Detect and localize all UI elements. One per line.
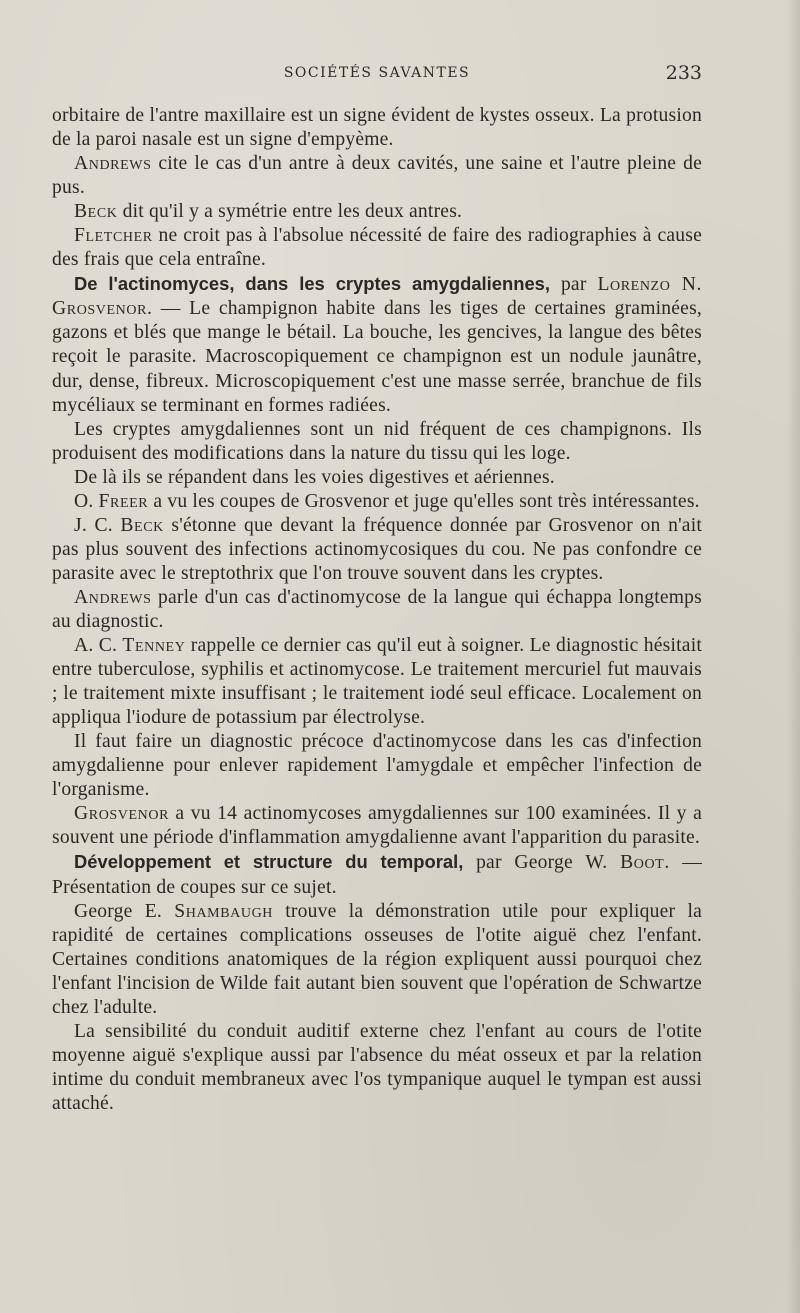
paragraph: La sensibilité du conduit auditif externe chez l'enfant au cours de l'otite moyenne aiguë s'explique aussi par l'absence du méat osseux et par la relation intime du conduit membraneux avec l'os tympanique auquel le tympan est aussi attaché. xyxy=(52,1020,702,1114)
person-name: Beck xyxy=(74,201,118,223)
section-paragraph: De l'actinomyces, dans les cryptes amygdaliennes, par Lorenzo N. Grosvenor. — Le champignon habite dans les tiges de certaines graminées, gazons et blés que mange le bétail. La bouche, les gencives, la langue des bêtes reçoit le parasite. Macroscopiquement ce champignon est un nodule jaunâtre, dur, dense, fibreux. Microscopiquement c'est une masse serrée, branchue de fils mycéliaux se terminant en formes radiées. xyxy=(52,273,702,416)
person-name: Shambaugh xyxy=(174,900,273,922)
person-name: Boot xyxy=(620,852,665,874)
paragraph: orbitaire de l'antre maxillaire est un signe évident de kystes osseux. La protusion de la paroi nasale est un signe d'empyème. xyxy=(52,105,702,151)
person-name: Lorenzo N. Grosvenor xyxy=(52,274,702,320)
person-name: Andrews xyxy=(74,586,152,608)
paragraph: Grosvenor a vu 14 actinomycoses amygdaliennes sur 100 examinées. Il y a souvent une période d'inflammation amygdalienne avant l'apparition du parasite. xyxy=(52,803,702,849)
person-name: Andrews xyxy=(74,153,152,175)
person-name: Beck xyxy=(120,514,164,536)
paragraph: George E. Shambaugh trouve la démonstration utile pour expliquer la rapidité de certaines complications osseuses de l'otite aiguë chez l'enfant. Certaines conditions anatomiques de la région expliquent aussi pourquoi chez l'enfant l'incision de Wilde fait autant bien souvent que l'opération de Schwartze chez l'adulte. xyxy=(52,900,702,1018)
page-number: 233 xyxy=(665,62,702,84)
paragraph: De là ils se répandent dans les voies digestives et aériennes. xyxy=(74,466,555,488)
section-paragraph: Développement et structure du temporal, par George W. Boot. — Présentation de coupes sur ce sujet. xyxy=(52,851,702,898)
running-title: SOCIÉTÉS SAVANTES xyxy=(283,65,471,81)
person-name: Tenney xyxy=(122,635,186,657)
section-title: Développement et structure du temporal, xyxy=(74,851,464,873)
paragraph: Beck dit qu'il y a symétrie entre les deux antres. xyxy=(74,201,463,223)
paragraph: Les cryptes amygdaliennes sont un nid fréquent de ces champignons. Ils produisent des modifications dans la nature du tissu qui les loge. xyxy=(52,418,702,464)
person-name: Grosvenor xyxy=(74,803,170,825)
page-edge-shadow xyxy=(786,0,800,1313)
body-text xyxy=(52,104,702,1116)
person-name: Freer xyxy=(98,490,149,512)
paragraph: O. Freer a vu les coupes de Grosvenor et juge qu'elles sont très intéressantes. xyxy=(74,490,700,512)
paragraph: Andrews cite le cas d'un antre à deux cavités, une saine et l'autre pleine de pus. xyxy=(52,153,702,199)
paragraph: Andrews parle d'un cas d'actinomycose de la langue qui échappa longtemps au diagnostic. xyxy=(52,586,702,632)
paragraph: Fletcher ne croit pas à l'absolue nécessité de faire des radiographies à cause des frais que cela entraîne. xyxy=(52,225,702,271)
paragraph: J. C. Beck s'étonne que devant la fréquence donnée par Grosvenor on n'ait pas plus souvent des infections actinomycosiques du cou. Ne pas confondre ce parasite avec le streptothrix que l'on trouve souvent dans les cryptes. xyxy=(52,514,702,584)
person-name: Fletcher xyxy=(74,225,153,247)
paragraph: A. C. Tenney rappelle ce dernier cas qu'il eut à soigner. Le diagnostic hésitait entre tuberculose, syphilis et actinomycose. Le traitement mercuriel fut mauvais ; le traitement mixte insuffisant ; le traitement iodé seul efficace. Localement on appliqua l'iodure de potassium par électrolyse. xyxy=(52,635,702,729)
page-header xyxy=(52,62,702,88)
section-title: De l'actinomyces, dans les cryptes amygdaliennes, xyxy=(74,273,551,295)
paragraph: Il faut faire un diagnostic précoce d'actinomycose dans les cas d'infection amygdalienne pour enlever rapidement l'amygdale et empêcher l'infection de l'organisme. xyxy=(52,731,702,801)
